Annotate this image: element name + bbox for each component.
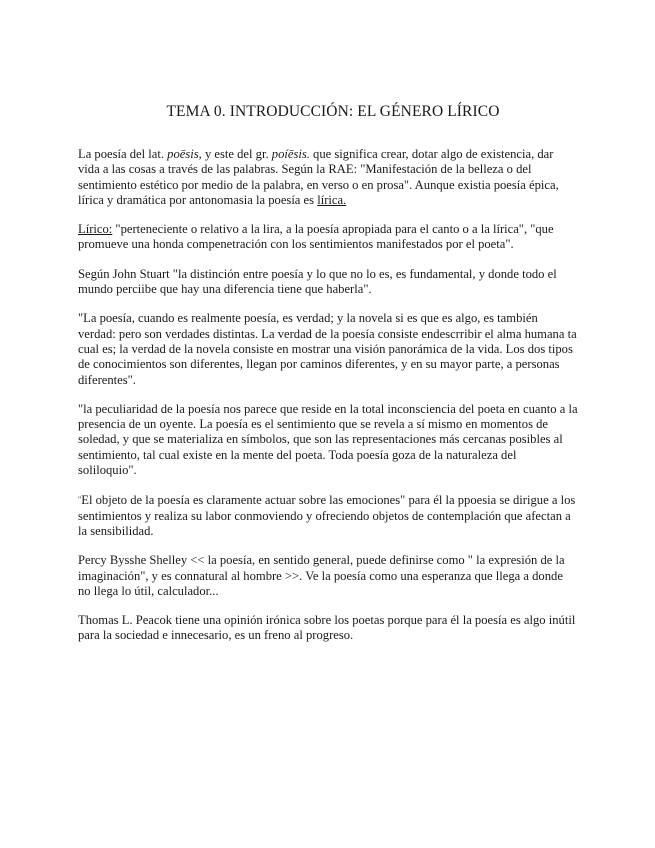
paragraph-poesia-verdad: "La poesía, cuando es realmente poesía, es verdad; y la novela si es que es algo, es también verdad: pero son verdades distintas. La verdad de la poesía consiste endescrribir el alma humana ta cual es; la verdad de la novela consiste en mostrar una visión panorámica de la vida. Los dos tipos de conocimientos son diferentes, llegan por caminos diferentes, y en su mayor parte, a personas diferentes". xyxy=(78,311,577,387)
paragraph-shelley: Percy Bysshe Shelley << la poesía, en sentido general, puede definirse como " la expresión de la imaginación", y es connatural al hombre >>. Ve la poesía como una esperanza que llega a donde no llega lo útil, calculador... xyxy=(78,553,565,598)
document-title: TEMA 0. INTRODUCCIÓN: EL GÉNERO LÍRICO xyxy=(166,103,500,120)
paragraph-john-stuart: Según John Stuart "la distinción entre poesía y lo que no lo es, es fundamental, y donde todo el mundo perciibe que hay una diferencia tiene que haberla". xyxy=(78,266,557,297)
paragraph-objeto-poesia xyxy=(78,492,578,539)
paragraph-poesia-definition xyxy=(78,147,578,208)
lirico-text: "perteneciente o relativo a la lira, a la poesía apropiada para el canto o a la lírica", "que promueve una honda compenetración con los sentimientos manifestados por el poeta". xyxy=(78,222,554,252)
paragraph-lirico-definition xyxy=(78,222,578,253)
paragraph-peculiaridad: "la peculiaridad de la poesía nos parece que reside en la total inconsciencia del poeta en cuanto a la presencia de un oyente. La poesía es el sentimiento que se revela a sí mismo en momentos de soledad, y que se materializa en símbolos, que son las representaciones más cercanas posibles al sentimiento, tal cual existe en la mente del poeta. Toda poesía goza de la naturaleza del soliloquio". xyxy=(78,401,578,478)
p1-text-1: La poesía del lat. xyxy=(78,147,168,161)
p1-greek-term: poíēsis. xyxy=(271,147,310,161)
p1-text-2: y este del gr. xyxy=(201,147,272,161)
p6-open-quote: " xyxy=(78,495,82,505)
lirico-label: Lírico: xyxy=(78,222,113,237)
document-page xyxy=(78,103,578,658)
p1-text-3: que significa crear, dotar algo de existencia, dar vida a las cosas a través de las palabras. Según la RAE: "Manifestación de la belleza o del sentimiento estético por medio de la palabra, en verso o en prosa". Aunque existia poesía épica, lírica y dramática por antonomasia la poesía es xyxy=(78,147,559,207)
p6-text: El objeto de la poesía es claramente actuar sobre las emociones" para él la ppoesia se dirigue a los sentimientos y realiza su labor conmoviendo y ofreciendo objetos de contemplación que afectan a la sensibilidad. xyxy=(78,493,576,538)
p1-lirica-underlined: lírica. xyxy=(317,192,347,207)
p1-latin-term: poēsis, xyxy=(167,147,202,161)
paragraph-peacok: Thomas L. Peacok tiene una opinión irónica sobre los poetas porque para él la poesía es algo inútil para la sociedad e innecesario, es un freno al progreso. xyxy=(78,613,576,643)
